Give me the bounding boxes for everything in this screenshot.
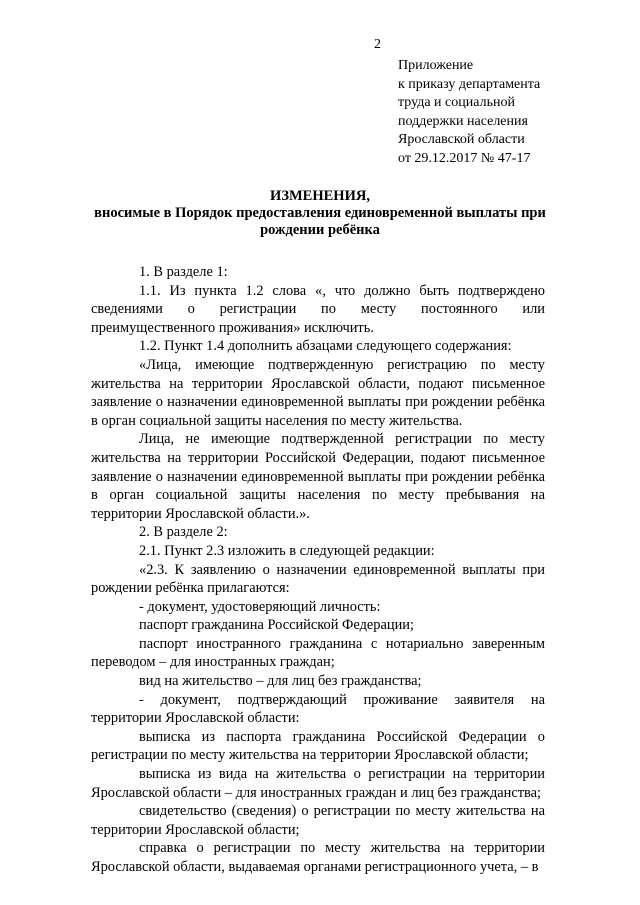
appendix-line: Приложение xyxy=(398,58,474,73)
paragraph: «Лица, имеющие подтвержденную регистрацию по месту жительства на территории Ярославской области, подают письменное заявление о назначении единовременной выплаты при рождении ребёнка в орган социальной защиты населения по месту жительства. xyxy=(91,356,545,429)
paragraph: паспорт гражданина Российской Федерации; xyxy=(139,617,414,634)
paragraph: выписка из паспорта гражданина Российской Федерации о регистрации по месту жительства на территории Ярославской области; xyxy=(91,728,545,764)
paragraph: - документ, удостоверяющий личность: xyxy=(139,598,381,615)
appendix-line: к приказу департамента xyxy=(398,76,541,92)
paragraph: 1. В разделе 1: xyxy=(139,264,228,280)
appendix-line: Ярославской области xyxy=(398,132,525,147)
paragraph: 1.2. Пункт 1.4 дополнить абзацами следующего содержания: xyxy=(139,338,512,355)
appendix-block xyxy=(398,57,540,168)
paragraph: 2. В разделе 2: xyxy=(139,524,228,541)
paragraph: справка о регистрации по месту жительства на территории Ярославской области, выдаваемая органами регистрационного учета, – в xyxy=(91,840,545,875)
appendix-line: поддержки населения xyxy=(398,113,528,129)
appendix-line: труда и социальной xyxy=(398,95,515,110)
appendix-line: от 29.12.2017 № 47-17 xyxy=(398,150,531,166)
page-number: 2 xyxy=(374,37,381,52)
paragraph: свидетельство (сведения) о регистрации по месту жительства на территории Ярославской области; xyxy=(91,803,545,838)
paragraph: - документ, подтверждающий проживание заявителя на территории Ярославской области: xyxy=(91,691,545,727)
document-heading xyxy=(90,188,550,239)
document-body xyxy=(91,263,545,877)
paragraph: «2.3. К заявлению о назначении единовременной выплаты при рождении ребёнка прилагаются: xyxy=(91,561,545,597)
paragraph: 1.1. Из пункта 1.2 слова «, что должно быть подтверждено сведениями о регистрации по месту постоянного или преимущественного проживания» исключить. xyxy=(91,282,545,336)
paragraph: вид на жительство – для лиц без гражданства; xyxy=(139,673,422,690)
paragraph: паспорт иностранного гражданина с нотариально заверенным переводом – для иностранных граждан; xyxy=(91,635,545,671)
paragraph: Лица, не имеющие подтвержденной регистрации по месту жительства на территории Российской Федерации, подают письменное заявление о назначении единовременной выплаты при рождении ребёнка в орган социальной защиты населения по месту пребывания на территории Ярославской области.». xyxy=(91,431,545,522)
heading-title: ИЗМЕНЕНИЯ, xyxy=(270,188,370,204)
heading-subtitle: вносимые в Порядок предоставления единовременной выплаты при рождении ребёнка xyxy=(94,205,546,238)
paragraph: 2.1. Пункт 2.3 изложить в следующей редакции: xyxy=(139,542,435,559)
paragraph: выписка из вида на жительства о регистрации на территории Ярославской области – для иностранных граждан и лиц без гражданства; xyxy=(91,766,545,801)
